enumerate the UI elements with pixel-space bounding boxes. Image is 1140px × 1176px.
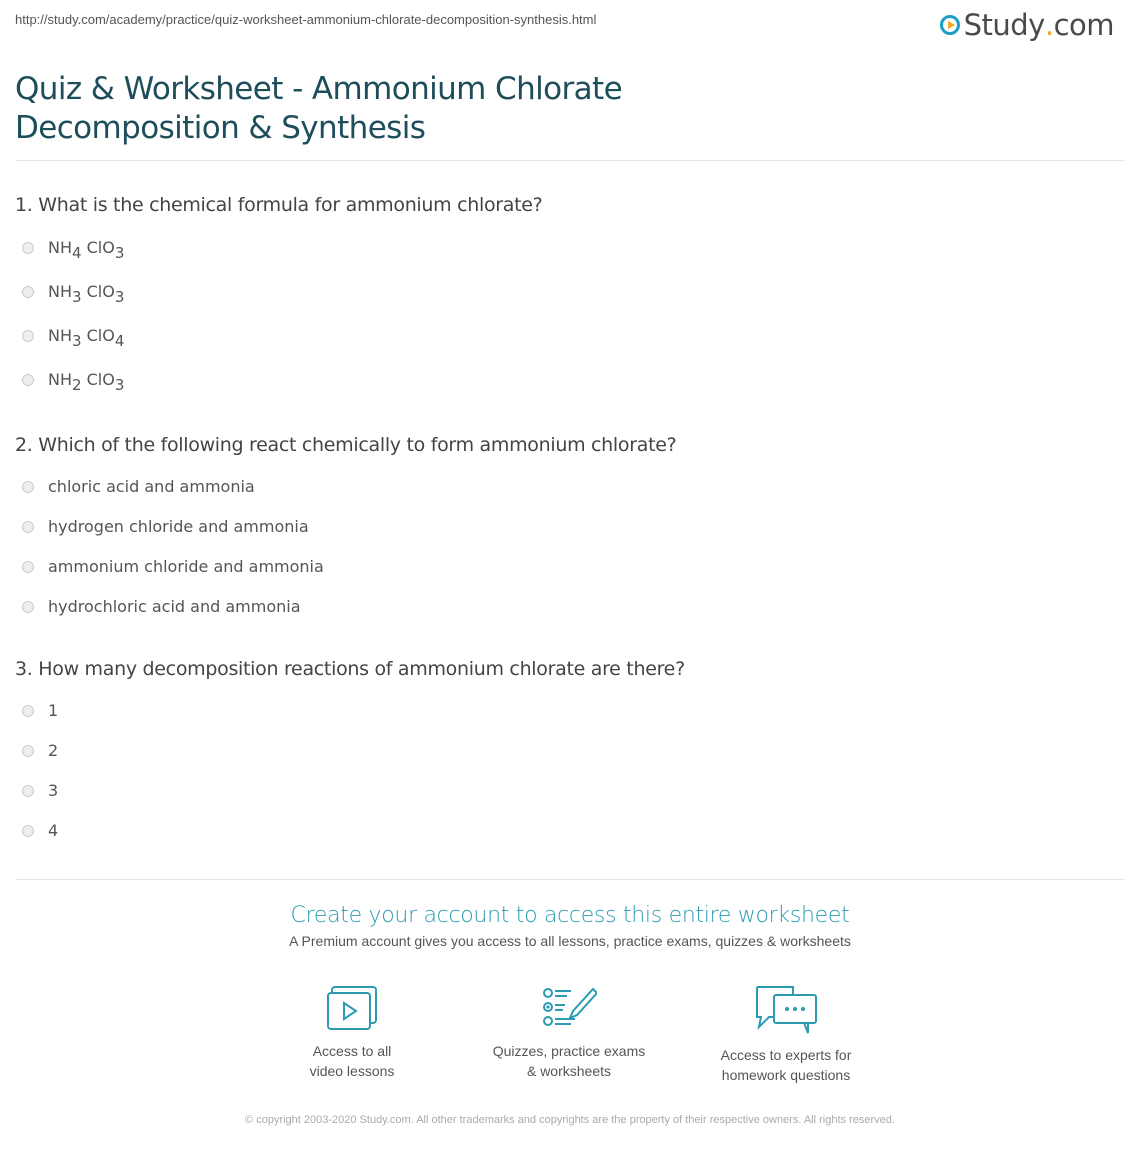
radio-button[interactable] [22, 705, 34, 717]
question-1: 1. What is the chemical formula for ammonium chlorate? [15, 194, 543, 216]
feature-label: Access to experts for [720, 1047, 852, 1063]
radio-button[interactable] [22, 521, 34, 533]
question-2: 2. Which of the following react chemically to form ammonium chlorate? [15, 434, 677, 456]
cta-title[interactable]: Create your account to access this entire worksheet [290, 903, 850, 928]
subscript: 3 [72, 332, 82, 350]
radio-button[interactable] [22, 785, 34, 797]
feature-video-lessons [252, 985, 452, 1081]
chat-icon [754, 985, 818, 1035]
formula-part: ClO [81, 238, 115, 257]
option-label: hydrochloric acid and ammonia [48, 597, 301, 616]
answer-option[interactable] [22, 557, 324, 576]
subscript: 3 [114, 244, 125, 262]
radio-button[interactable] [22, 330, 34, 342]
question-3: 3. How many decomposition reactions of ammonium chlorate are there? [15, 658, 685, 680]
cta-subtitle: A Premium account gives you access to all lessons, practice exams, quizzes & worksheets [289, 933, 851, 949]
answer-option[interactable] [22, 282, 125, 306]
quiz-icon [541, 985, 597, 1031]
formula-part: NH [48, 326, 72, 345]
answer-option[interactable] [22, 701, 58, 720]
radio-button[interactable] [22, 745, 34, 757]
option-label [48, 282, 125, 306]
radio-button[interactable] [22, 601, 34, 613]
video-icon [326, 985, 378, 1031]
formula-part: NH [48, 370, 72, 389]
feature-quizzes [469, 985, 669, 1081]
answer-option[interactable] [22, 370, 125, 394]
divider [15, 160, 1125, 161]
option-label: hydrogen chloride and ammonia [48, 517, 309, 536]
radio-button[interactable] [22, 374, 34, 386]
subscript: 3 [72, 288, 82, 306]
feature-label: Access to all [312, 1043, 392, 1059]
option-label: 1 [48, 701, 59, 720]
answer-option[interactable] [22, 781, 58, 800]
formula-part: ClO [81, 370, 115, 389]
answer-option[interactable] [22, 326, 125, 350]
logo-play-icon [940, 15, 960, 35]
option-label: chloric acid and ammonia [48, 477, 255, 496]
answer-option[interactable] [22, 517, 309, 536]
answer-option[interactable] [22, 741, 58, 760]
subscript: 4 [114, 332, 125, 350]
copyright-footer: © copyright 2003-2020 Study.com. All other trademarks and copyrights are the property of their respective owners. All rights reserved. [245, 1114, 895, 1126]
feature-experts [686, 985, 886, 1085]
feature-label: Quizzes, practice exams [492, 1043, 646, 1059]
radio-button[interactable] [22, 286, 34, 298]
feature-label: video lessons [309, 1063, 395, 1079]
formula-part: NH [48, 238, 72, 257]
subscript: 3 [114, 288, 125, 306]
formula-part: NH [48, 282, 72, 301]
study-logo[interactable] [940, 8, 1114, 42]
subscript: 3 [114, 376, 125, 394]
option-label [48, 326, 125, 350]
option-label: ammonium chloride and ammonia [48, 557, 324, 576]
radio-button[interactable] [22, 481, 34, 493]
answer-option[interactable] [22, 238, 125, 262]
logo-suffix: com [1053, 8, 1114, 42]
option-label: 4 [48, 821, 59, 840]
subscript: 4 [72, 244, 82, 262]
logo-text: Study [963, 8, 1045, 42]
answer-option[interactable] [22, 477, 255, 496]
option-label: 3 [48, 781, 59, 800]
formula-part: ClO [81, 282, 115, 301]
divider [15, 879, 1125, 880]
feature-label: homework questions [721, 1067, 851, 1083]
option-label [48, 238, 125, 262]
option-label: 2 [48, 741, 59, 760]
page-title: Quiz & Worksheet - Ammonium Chlorate Decomposition & Synthesis [15, 71, 623, 146]
formula-part: ClO [81, 326, 115, 345]
logo-dot: . [1044, 8, 1054, 42]
page-url: http://study.com/academy/practice/quiz-worksheet-ammonium-chlorate-decomposition-synthesis.html [15, 12, 597, 27]
option-label [48, 370, 125, 394]
feature-label: & worksheets [526, 1063, 612, 1079]
answer-option[interactable] [22, 597, 301, 616]
radio-button[interactable] [22, 561, 34, 573]
radio-button[interactable] [22, 242, 34, 254]
answer-option[interactable] [22, 821, 58, 840]
radio-button[interactable] [22, 825, 34, 837]
subscript: 2 [72, 376, 82, 394]
